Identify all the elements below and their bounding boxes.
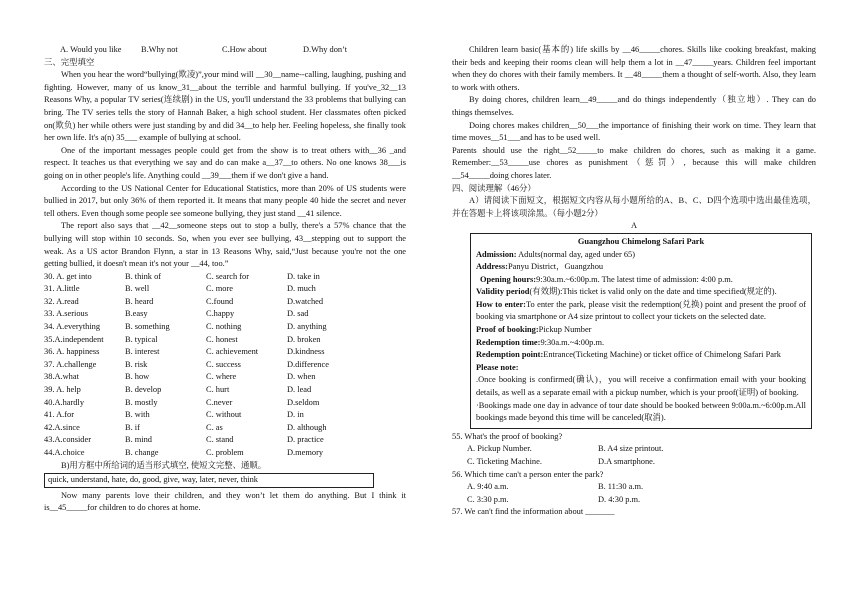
- rtime-value: 9:30a.m.~4:00p.m.: [540, 337, 605, 347]
- option: D. in: [287, 410, 304, 420]
- validity-value: This ticket is valid only on the date and time specified(规定的).: [562, 287, 777, 297]
- word-box: quick, understand, hate, do, good, give, way, later, never, think: [44, 473, 374, 488]
- option: 41. A.for: [44, 410, 75, 420]
- option: C. problem: [206, 448, 244, 457]
- note-label: Please note:: [476, 362, 519, 372]
- rpoint-value: Entrance(Ticketing Machine) or ticket office of Chimelong Safari Park: [543, 350, 781, 360]
- option: C. search for: [206, 271, 250, 281]
- option: B. think of: [125, 271, 162, 281]
- option: C. nothing: [206, 322, 242, 332]
- option: D.watched: [287, 296, 324, 306]
- option: 42.A.since: [44, 422, 80, 432]
- rtime-label: Redemption time:: [476, 337, 541, 347]
- cloze-option-row: [44, 434, 374, 447]
- option: 33. A.serious: [44, 309, 88, 319]
- partB-paragraph: Parents should use the right__52_____to make children do chores, such as making it a game. Remember:__53_____use chores as punishment（惩罚）, because this will make children __54_____doing chores later.: [452, 145, 816, 180]
- q29-options: [44, 44, 406, 57]
- passage-paragraph: The report also says that __42__someone steps out to stop a bully, there's a 57% chance that the bullying will stop within 10 seconds. So, when you ever see bullying, 43__stepping out to support the weak. As a US actor Brandon Flynn, a star in 13 Reasons Why, said,“Just because you're not the one getting bullied, it doesn't mean it's not your __44, too.”: [44, 221, 406, 269]
- option: C.found: [206, 296, 234, 306]
- option: D. when: [287, 372, 316, 382]
- option: C. achievement: [206, 347, 259, 357]
- how-value: To enter the park, please visit the redemption(兑换) point and present the proof of booking via smartphone or A4 size printout to collect your tickets on the selected date.: [476, 299, 806, 322]
- option: D. although: [287, 422, 327, 432]
- cloze-option-row: [44, 409, 374, 422]
- option: C. success: [206, 359, 241, 369]
- cloze-option-row: [44, 296, 374, 309]
- left-column: [44, 44, 406, 515]
- cloze-option-row: [44, 283, 374, 296]
- option: 39. A. help: [44, 385, 81, 395]
- option: 43.A.consider: [44, 435, 91, 445]
- option: B. typical: [125, 334, 158, 344]
- option: C.happy: [206, 309, 235, 319]
- cloze-option-row: [44, 334, 374, 347]
- option: B. well: [125, 284, 150, 294]
- option: 36. A. happiness: [44, 347, 100, 357]
- proof-value: Pickup Number: [538, 325, 592, 335]
- park-title: Guangzhou Chimelong Safari Park: [577, 236, 705, 246]
- admission-label: Admission:: [476, 249, 517, 259]
- partB-instruction: B)用方框中所给词的适当形式填空, 使短文完整、通顺。: [61, 460, 267, 470]
- cloze-option-row: [44, 271, 374, 284]
- section-heading: 三、完型填空: [44, 57, 95, 67]
- option: B. risk: [125, 359, 148, 369]
- option: 37. A.challenge: [44, 359, 97, 369]
- question-57: 57. We can't find the information about _______: [452, 507, 615, 517]
- option: D. practice: [287, 435, 324, 445]
- option: D.seldom: [287, 397, 320, 407]
- option: B.Why not: [141, 45, 178, 54]
- option: B. change: [125, 448, 159, 457]
- proof-label: Proof of booking:: [476, 325, 539, 335]
- option: A. 9:40 a.m.: [467, 482, 509, 492]
- right-column: [452, 44, 816, 519]
- option: B. interest: [125, 347, 160, 357]
- cloze-option-row: [44, 371, 374, 384]
- option: B. mostly: [125, 397, 158, 407]
- park-info-box: [470, 233, 812, 429]
- option: D. lead: [287, 385, 312, 395]
- option: C. where: [206, 372, 237, 382]
- option: D. broken: [287, 334, 321, 344]
- cloze-option-row: [44, 346, 374, 359]
- option: B. mind: [125, 435, 152, 445]
- address-value: Panyu District，Guangzhou: [507, 262, 604, 272]
- option: 38.A.what: [44, 372, 79, 382]
- partB-paragraph: Children learn basic(基本的) life skills by __46_____chores. Skills like cooking breakfast, making their beds and keeping their rooms clean will help them a lot in __47_____years. Children feel important when they do chores with their family members. It __48_____them a thought of self-worth. Also, they learn to work with others.: [452, 45, 816, 92]
- option: 32. A.read: [44, 296, 79, 306]
- partB-paragraph: Doing chores makes children__50___the importance of finishing their work on time. They learn that time moves__51___and has to be used well.: [452, 120, 816, 143]
- option: C. hurt: [206, 385, 230, 395]
- cloze-option-row: [44, 308, 374, 321]
- option: C. without: [206, 410, 242, 420]
- option: B. heard: [125, 296, 154, 306]
- option: C. more: [206, 284, 233, 294]
- option: D. take in: [287, 271, 320, 281]
- option: C. honest: [206, 334, 238, 344]
- option: C. 3:30 p.m.: [467, 494, 509, 504]
- note-item: .Once booking is confirmed(确认)，you will receive a confirmation email with your booking details, as well as a separate email with a pickup number, which is your proof(证明) of booking.: [476, 375, 806, 398]
- option: B. 11:30 a.m.: [598, 482, 644, 492]
- option: C.How about: [222, 45, 267, 54]
- passage-paragraph: One of the important messages people could get from the show is to treat others with__36 _and respect. It teaches us that everything we say and do can make a__37__to others. No one knows 38___is going on in other people's life. Anything could __39___them if we don't give a hand.: [44, 145, 406, 180]
- option: B. A4 size printout.: [598, 444, 664, 454]
- option: B.easy: [125, 309, 148, 319]
- cloze-option-row: [44, 321, 374, 334]
- option: B. if: [125, 422, 140, 432]
- option: C. stand: [206, 435, 234, 445]
- option: B. with: [125, 410, 150, 420]
- validity-label: Validity period: [476, 287, 530, 297]
- cloze-option-row: [44, 397, 374, 410]
- validity-cn: (有效期):: [529, 287, 563, 297]
- cloze-option-row: [44, 359, 374, 372]
- option: D.kindness: [287, 347, 325, 357]
- passage-letter: A: [630, 221, 638, 231]
- option: D.difference: [287, 359, 329, 369]
- option: D.memory: [287, 448, 324, 457]
- question-stem: 56. Which time can't a person enter the park?: [452, 469, 604, 479]
- admission-value: Adults(normal day, aged under 65): [516, 249, 636, 259]
- cloze-option-row: [44, 422, 374, 435]
- partB-paragraph: Now many parents love their children, and they won’t let them do anything. But I think it is__45_____for children to do chores at home.: [44, 490, 406, 513]
- option: D.Why don’t: [303, 45, 348, 54]
- section-heading: 四、阅读理解（46分）: [452, 183, 536, 193]
- hours-value: 9:30a.m.~6:00p.m. The latest time of admission: 4:00 p.m.: [536, 274, 733, 284]
- cloze-option-row: [44, 384, 374, 397]
- option: A. Would you like: [60, 45, 122, 54]
- cloze-options-table: [44, 271, 374, 460]
- address-label: Address:: [476, 262, 508, 272]
- question-55: [452, 431, 816, 469]
- how-label: How to enter:: [476, 299, 526, 309]
- hours-label: Opening hours:: [480, 274, 537, 284]
- reading-instruction: A）请阅读下面短文，根据短文内容从每小题所给的A、B、C、D四个选项中选出最佳选项，并在答题卡上将该项涂黑。（每小题2分）: [452, 196, 816, 218]
- option: D. much: [287, 284, 316, 294]
- option: D. anything: [287, 322, 327, 332]
- option: 30. A. get into: [44, 271, 92, 281]
- question-56: [452, 469, 816, 507]
- option: C. Ticketing Machine.: [467, 457, 542, 466]
- option: 40.A.hardly: [44, 397, 85, 407]
- option: B. how: [125, 372, 150, 382]
- partB-paragraph: By doing chores, children learn__49_____and do things independently（独立地）. They can do things themselves.: [452, 95, 816, 117]
- option: D. sad: [287, 309, 309, 319]
- option: C.never: [206, 397, 233, 407]
- option: B. develop: [125, 385, 162, 395]
- option: D. 4:30 p.m.: [598, 494, 641, 504]
- passage-paragraph: When you hear the word“bullying(欺凌)”,your mind will __30__name--calling, laughing, pushing and fighting. However, many of us know_31__about the terrible and harmful bullying. If you've_32__13 Reasons Why, a popular TV series(连续剧) in the US, you'll understand the 33 problems that bullying can bring. The TV series tells the story of Hannah Baker, a high school student. Her classmates often picked on(欺负) her while others were just standing by and did 34__to help her. Feeling hopeless, she finally took her own life. It's a(n) 35___ example of bullying at school.: [44, 70, 406, 143]
- option: C. as: [206, 422, 223, 432]
- passage-paragraph: According to the US National Center for Educational Statistics, more than 20% of US students were bullied in 2017, but only 36% of them reported it. It means that many people 40 hide the secret and never tell others. Even though some people see someone bullying, they just stand __41 silence.: [44, 183, 406, 218]
- option: 31. A.little: [44, 284, 80, 294]
- note-item: ·Bookings made one day in advance of tour date should be booked between 9:00a.m.~6:00p.m.All bookings made beyond this time will be canceled(取消).: [476, 400, 806, 423]
- option: A. Pickup Number.: [467, 444, 532, 454]
- question-stem: 55. What's the proof of booking?: [452, 431, 563, 441]
- option: 35.A.independent: [44, 334, 104, 344]
- option: 34. A.everything: [44, 322, 101, 332]
- option: D.A smartphone.: [598, 457, 655, 466]
- cloze-option-row: [44, 447, 374, 460]
- option: 44.A.choice: [44, 448, 85, 457]
- rpoint-label: Redemption point:: [476, 350, 544, 360]
- option: B. something: [125, 322, 170, 332]
